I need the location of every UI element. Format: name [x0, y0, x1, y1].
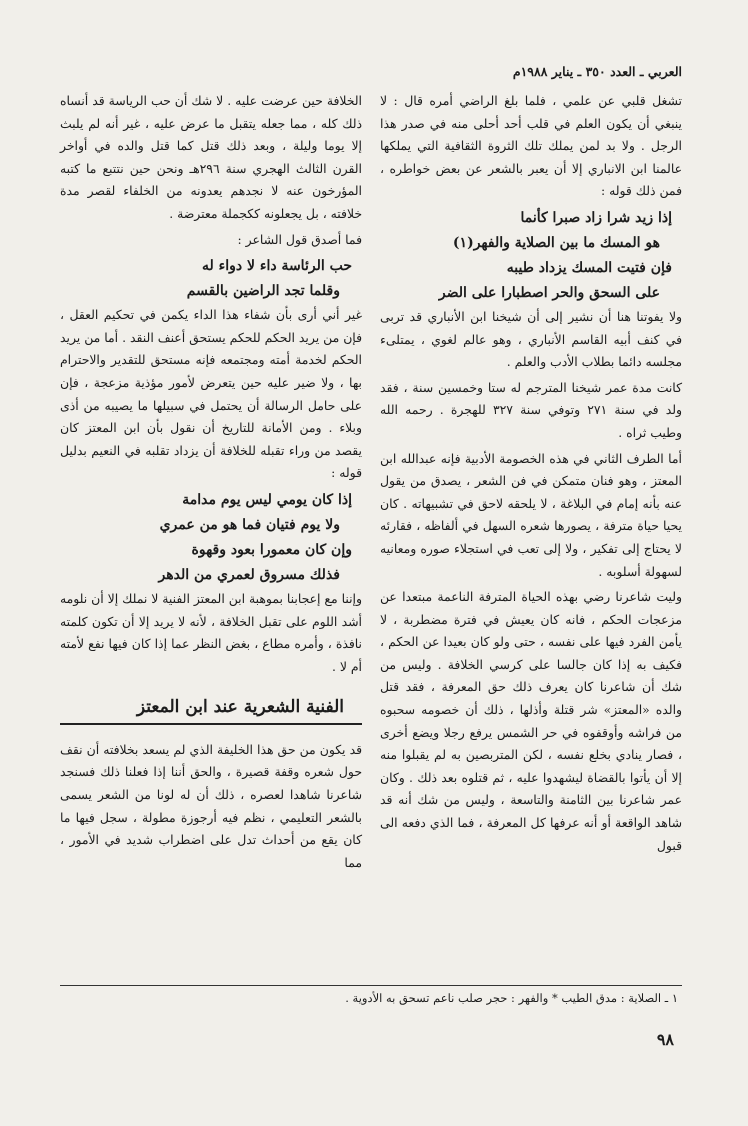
paragraph: الخلافة حين عرضت عليه . لا شك أن حب الرياسة قد أنساه ذلك كله ، مما جعله يتقبل ما عرض عليه ، غير أنه لم يلبث إلا يوما وليلة ، وبعد ذلك قتل كما قتل والده في أواخر القرن الثالث الهجري سنة ٢٩٦هـ ونحن حين نتتبع ما كتبه المؤرخون عنه لا نجدهم يعدونه من الخلفاء لقصر مدة خلافته ، بل يجعلونه ككجملة معترضة . — [60, 93, 362, 221]
footnote-rule — [60, 985, 682, 986]
section-heading-box — [60, 690, 362, 725]
right-column — [380, 90, 682, 860]
verse-line: على السحق والحر اصطبارا على الضر — [438, 284, 660, 301]
paragraph: قد يكون من حق هذا الخليفة الذي لم يسعد بخلافته أن نقف حول شعره وقفة قصيرة ، والحق أننا إذا فعلنا ذلك فسنجد شاعرنا شاهدا لعصره ، ذلك أن له لونا من الشعر يسمى بالشعر التعليمي ، نظم فيه أرجوزة مطولة ، سجل فيها ما كان يقع من أحداث تدل على اضطراب شديد في الأمور ، مما — [60, 741, 362, 870]
paragraph: وإننا مع إعجابنا بموهبة ابن المعتز الفنية لا نملك إلا أن نلومه أشد اللوم على تقبل الخلافة ، لأنه لا يريد إلا أن تكون كلمته نافذة ، وأمره مطاع ، بغض النظر عما إذا كان فيها نفع لأمته أم لا . — [60, 590, 362, 674]
running-head: العربي ـ العدد ٣٥٠ ـ يناير ١٩٨٨م — [512, 64, 682, 79]
verse-line: وقلما تجد الراضين بالقسم — [186, 283, 340, 300]
verse-line: حب الرئاسة داء لا دواء له — [202, 258, 352, 275]
verse-line: هو المسك ما بين الصلاية والفهر(١) — [452, 234, 660, 251]
footnote: ١ ـ الصلاية : مدق الطيب * والفهر : حجر صلب ناعم تسحق به الأدوية . — [345, 991, 678, 1005]
section-heading: الفنية الشعرية عند ابن المعتز — [136, 697, 344, 718]
poem-line: وإن كان معمورا بعود وقهوة — [191, 541, 352, 558]
verse-line: إذا زيد شرا زاد صبرا كأنما — [520, 209, 672, 226]
paragraph: ولا يفوتنا هنا أن نشير إلى أن شيخنا ابن الأنباري قد تربى في كنف أبيه القاسم الأنباري ، وهو عالم لغوي ، يمتلىء مجلسه دائما بطلاب الأدب والعلم . — [380, 308, 682, 370]
poem-line: ولا يوم فتيان فما هو من عمري — [159, 516, 340, 533]
paragraph: كانت مدة عمر شيخنا المترجم له ستا وخمسين سنة ، فقد ولد في سنة ٢٧١ وتوفي سنة ٣٢٧ للهجرة . رحمه الله وطيب ثراه . — [380, 379, 682, 440]
verse-intro: فما أصدق قول الشاعر : — [237, 231, 362, 247]
left-column — [60, 90, 362, 877]
paragraph: غير أني أرى بأن شفاء هذا الداء يكمن في تحكيم العقل ، فإن من يريد الحكم للحكم يستحق أعنف النقد . أما من يريد الحكم لخدمة أمته ومجتمعه فإنه مستحق للتقدير والاحترام بها ، ولا ضير عليه حين يتعرض لأمور مؤذية مزعجة ، فإن على حامل الرسالة أن يحتمل في سبيلها ما يصيبه من أذى وبلاء . ومن الأمانة للتاريخ أن نقول بأن ابن المعتز كان يقصد من وراء تقبله للخلافة أن يزداد تقلبه في النعيم بدليل قوله : — [60, 307, 362, 481]
page-number: ٩٨ — [656, 1030, 674, 1049]
paragraph: تشغل قلبي عن علمي ، فلما بلغ الراضي أمره قال : لا ينبغي أن يكون العلم في قلب أحد أحلى منه في صدر هذا الرجل . ولا بد لمن يملك تلك الثروة الثقافية التي يملكها عالمنا ابن الانباري إلا أن يعبر بالشعر عن بعض خواطره ، فمن ذلك قوله : — [380, 93, 682, 199]
paragraph: وليت شاعرنا رضي بهذه الحياة المترفة الناعمة مبتعدا عن مزعجات الحكم ، فانه كان يعيش في فترة مضطربة ، لا يأمن الفرد فيها على نفسه ، حتى ولو كان بعيدا عن الحكم ، فكيف به إذا كان جالسا على كرسي الخلافة . وليس من شك أن شاعرنا كان يعرف ذلك حق المعرفة ، فقد قتل والده «المعتز» شر قتلة وأذلها ، ذلك أن خصومه سحبوه من فراشه وأوقفوه في حر الشمس يرفع رجلا ويضع أخرى ، فصار ينادي بخلع نفسه ، لكن المتربصين به لم يقبلوا منه إلا أن يأتوا بالقضاة ليشهدوا عليه ، ثم قتلوه بعد ذلك . وكان عمر شاعرنا بين الثامنة والتاسعة ، وليس من شك أنه قد شاهد الواقعة أو أنه عرفها كل المعرفة ، فما الذي دفعه الى قبول — [380, 589, 682, 853]
verse-line: فإن فتيت المسك يزداد طيبه — [506, 259, 672, 276]
paragraph: أما الطرف الثاني في هذه الخصومة الأدبية فإنه عبدالله ابن المعتز ، وهو فنان متمكن في فن الشعر ، يصدق من يقول عنه بأنه إمام في البلاغة ، لا يلحقه لاحق في تشبيهاته . كان يحيا حياة مترفة ، يصورها شعره السهل في ألفاظه ، فقارئه لا يحتاج إلى تفكير ، ولا إلى تعب في استجلاء صوره ومعانيه لسهولة أسلوبه . — [380, 450, 682, 579]
poem-line: فذلك مسروق لعمري من الدهر — [158, 566, 340, 583]
poem-line: إذا كان يومي ليس يوم مدامة — [182, 491, 352, 508]
